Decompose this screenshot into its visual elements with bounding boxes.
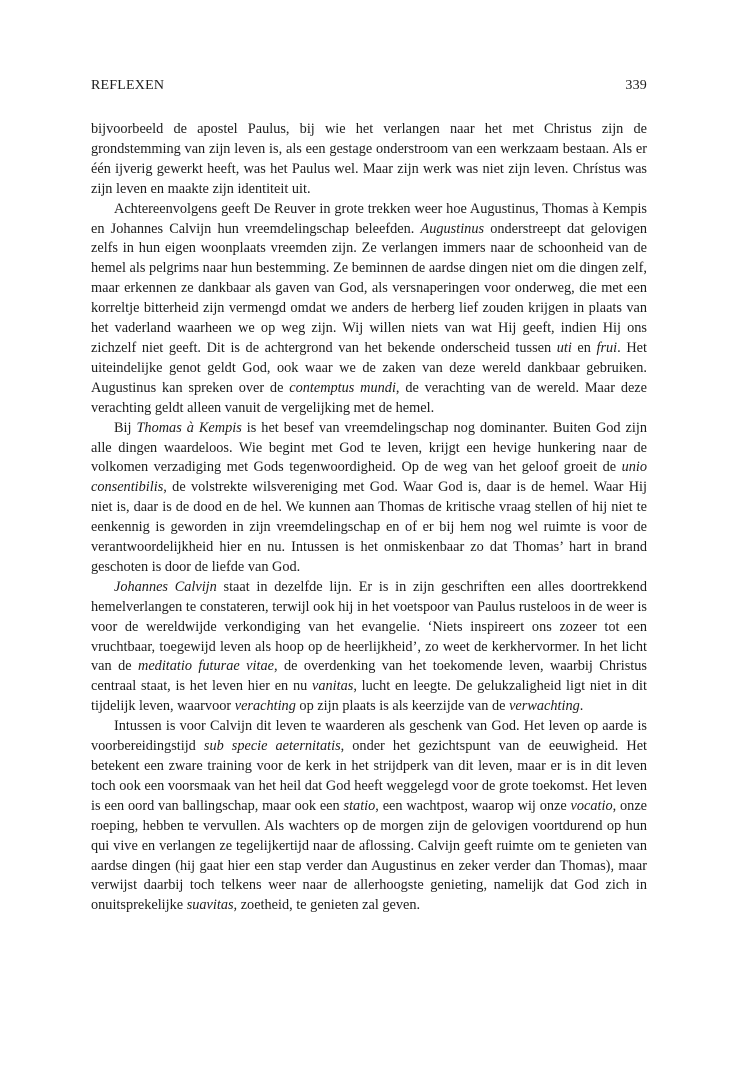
running-header (91, 78, 647, 94)
text-run: , onze roeping, hebben te vervullen. Als wachters op de morgen zijn de gelovigen voortdurend op hun qui vive en verlangen ze tegelijkertijd naar de aflossing. Calvijn geeft ruimte om te genieten van aardse dingen (hij gaat hier een stap verder dan Augustinus en zeker verder dan Thomas), maar verwijst daarbij toch telkens weer naar de allerhoogste genieting, namelijk dat God zich in onuitsprekelijke (91, 797, 648, 914)
italic-text: contemptus mundi (289, 379, 396, 396)
text-run: , de verachting van de wereld. Maar deze verachting geldt alleen vanuit de vergelijking met de hemel. (91, 379, 648, 416)
paragraph (91, 200, 647, 419)
text-run: , de volstrekte wilsvereniging met God. Waar God is, daar is de hemel. Waar Hij niet is, daar is de dood en de hel. We kunnen aan Thomas de kritische vraag stellen of hij niet te eenkennig is geworden in zijn vreemdelingschap en of er bij hem nog wel ruimte is voor de verantwoordelijkheid hier en nu. Intussen is het onmiskenbaar zo dat Thomas’ hart in brand geschoten is door de liefde van God. (91, 479, 647, 575)
text-run: onderstreept dat gelovigen zelfs in hun eigen woonplaats vreemden zijn. Ze verlangen immers naar de schoonheid van de hemel als pelgrims naar hun bestemming. Ze beminnen de aardse dingen niet om die dingen zelf, maar erkennen ze dankbaar als gaven van God, als versnaperingen voor onderweg, die met een korreltje bitterheid zijn vermengd omdat we anders de herberg lief zouden krijgen in plaats van het vaderland waarheen we op weg zijn. Wij willen niets van wat Hij geeft, indien Hij ons zichzelf niet geeft. Dit is de achtergrond van het bekende onderscheid tussen (91, 220, 647, 356)
running-title: REFLEXEN (91, 78, 165, 93)
body-text (91, 120, 647, 916)
text-run: staat in dezelfde lijn. Er is in zijn geschriften een alles doortrekkend hemelverlangen te constateren, terwijl ook hij in het voetspoor van Paulus rusteloos in de weer is voor de wereldwijde verkondiging van het evangelie. ‘Niets inspireert ons zozeer tot een vruchtbaar, toegewijd leven als hoop op de heerlijkheid’, zo weet de kerkhervormer. In het licht van de (91, 578, 647, 675)
italic-text: verwachting (509, 698, 580, 715)
italic-text: Augustinus (420, 220, 485, 237)
text-run: Bij (114, 419, 137, 436)
italic-text: vocatio (570, 797, 613, 814)
italic-text: suavitas, (186, 897, 238, 914)
paragraph (91, 419, 647, 578)
text-run: , de overdenking van het toekomende leven, waarbij Christus centraal staat, is het leven hier en nu (91, 658, 647, 695)
paragraph (91, 717, 647, 916)
text-run: . Het uiteindelijke genot geldt God, ook waar we de zaken van deze wereld dankbaar gebruiken. Augustinus kan spreken over de (91, 339, 647, 396)
italic-text: unio consentibilis (91, 459, 647, 496)
paragraph (91, 120, 647, 200)
text-run: op zijn plaats is als keerzijde van de (295, 698, 510, 715)
italic-text: verachting (234, 698, 296, 715)
italic-text: uti (556, 339, 572, 356)
page-number: 339 (625, 78, 647, 93)
text-run: is het besef van vreemdelingschap nog dominanter. Buiten God zijn alle dingen waardeloos. Wie begint met God te leven, krijgt een hevige hunkering naar de volkomen verzadiging met Gods tegenwoordigheid. Op de weg van het geloof groeit de (91, 419, 647, 476)
text-run: en (571, 339, 597, 356)
italic-text: statio (343, 797, 376, 814)
text-run: , een wachtpost, waarop wij onze (375, 797, 571, 814)
text-run: bijvoorbeeld de apostel Paulus, bij wie het verlangen naar het met Christus zijn de grondstemming van zijn leven is, als een gestage onderstroom van een werkzaam bestaan. Als er één ijverig gewerkt heeft, was het Paulus wel. Maar zijn werk was niet zijn leven. Chrístus was zijn leven en maakte zijn identiteit uit. (91, 121, 647, 197)
text-run: , onder het gezichtspunt van de eeuwigheid. Het betekent een zware training voor de kerk in het strijdperk van dit leven, maar er is in dit leven toch ook een voorsmaak van het heil dat God heeft weggelegd voor de grote toekomst. Het leven is een oord van ballingschap, maar ook een (91, 738, 648, 814)
italic-text: Thomas à Kempis (136, 419, 242, 436)
paragraph (91, 578, 647, 717)
italic-text: Johannes Calvijn (114, 578, 217, 595)
italic-text: sub specie aeternitatis (203, 738, 341, 755)
italic-text: meditatio futurae vitae (138, 658, 274, 675)
text-run: zoetheid, te genieten zal geven. (237, 897, 421, 914)
italic-text: vanitas (312, 678, 354, 695)
text-run: . (579, 698, 584, 715)
text-run: , lucht en leegte. De gelukzaligheid ligt niet in dit tijdelijk leven, waarvoor (91, 678, 648, 715)
text-run: Intussen is voor Calvijn dit leven te waarderen als geschenk van God. Het leven op aarde is voorbereidingstijd (91, 718, 647, 755)
italic-text: frui (596, 339, 618, 356)
text-run: Achtereenvolgens geeft De Reuver in grote trekken weer hoe Augustinus, Thomas à Kempis en Johannes Calvijn hun vreemdelingschap beleefden. (91, 200, 647, 237)
